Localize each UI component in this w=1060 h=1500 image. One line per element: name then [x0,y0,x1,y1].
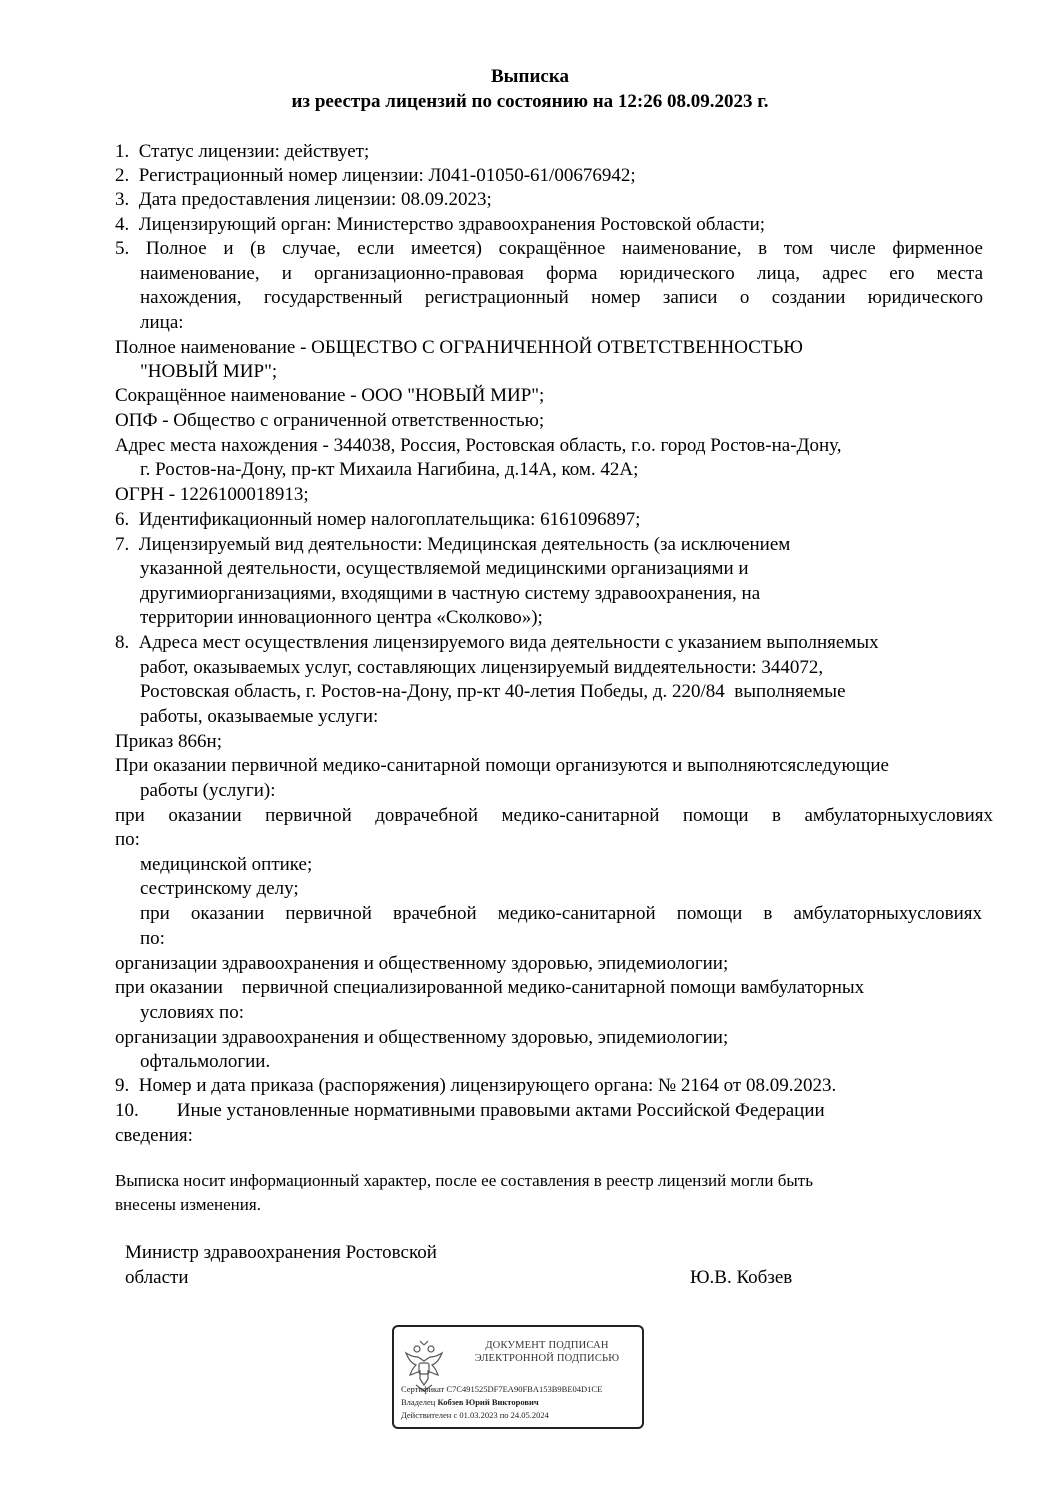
physician-care: при оказании первичной врачебной медико-санитарной помощи в амбулаторныхусловиях [140,903,982,924]
line-5-name-intro: 5. Полное и (в случае, если имеется) сокращённое наименование, в том числе фирменное [115,238,983,259]
address: Адрес места нахождения - 344038, Россия, Ростовская область, г.о. город Ростов-на-Дону, [115,435,842,456]
order-866n: Приказ 866н; [115,731,222,752]
service-optics: медицинской оптике; [140,854,313,875]
ogrn: ОГРН - 1226100018913; [115,484,309,505]
line-8-cont-1: работ, оказываемых услуг, составляющих лицензируемый виддеятельности: 344072, [140,657,824,678]
line-3-date: 3. Дата предоставления лицензии: 08.09.2023; [115,189,492,210]
line-8-cont-2: Ростовская область, г. Ростов-на-Дону, пр-кт 40-летия Победы, д. 220/84 выполняемые [140,681,846,702]
info-note-line-2: внесены изменения. [115,1195,261,1214]
line-7-cont-2: другимиорганизациями, входящими в частную систему здравоохранения, на [140,583,761,604]
full-name-cont: "НОВЫЙ МИР"; [140,361,278,382]
line-2-reg-number: 2. Регистрационный номер лицензии: Л041-01050-61/00676942; [115,165,636,186]
line-7-activity: 7. Лицензируемый вид деятельности: Медицинская деятельность (за исключением [115,534,791,555]
line-7-cont-3: территории инновационного центра «Сколково»); [140,607,543,628]
line-5-cont-1: наименование, и организационно-правовая форма юридического лица, адрес его места [140,263,983,284]
stamp-certificate: Сертификат C7C491525DF7EA90FBA153B9BE04D1CE [401,1384,603,1394]
line-7-cont-1: указанной деятельности, осуществляемой медицинскими организациями и [140,558,749,579]
primary-care-intro-cont: работы (услуги): [140,780,276,801]
physician-care-cont: по: [140,928,165,949]
legal-form: ОПФ - Общество с ограниченной ответственностью; [115,410,545,431]
line-1-status: 1. Статус лицензии: действует; [115,141,370,162]
full-name: Полное наименование - ОБЩЕСТВО С ОГРАНИЧЕННОЙ ОТВЕТСТВЕННОСТЬЮ [115,337,803,358]
signatory-name: Ю.В. Кобзев [690,1267,793,1288]
stamp-validity: Действителен с 01.03.2023 по 24.05.2024 [401,1410,549,1420]
line-5-cont-3: лица: [140,312,184,333]
line-6-inn: 6. Идентификационный номер налогоплательщика: 6161096897; [115,509,641,530]
service-nursing: сестринскому делу; [140,878,299,899]
stamp-heading-2: ЭЛЕКТРОННОЙ ПОДПИСЬЮ [474,1353,620,1364]
electronic-signature-stamp [392,1325,644,1429]
service-health-organization-1: организации здравоохранения и общественному здоровью, эпидемиологии; [115,953,729,974]
signatory-position-cont: области [125,1267,189,1288]
line-10-cont: сведения: [115,1125,193,1146]
specialized-care-cont: условиях по: [140,1002,244,1023]
stamp-owner: Владелец Кобзев Юрий Викторович [401,1397,539,1407]
address-cont: г. Ростов-на-Дону, пр-кт Михаила Нагибина, д.14А, ком. 42А; [140,459,639,480]
line-5-cont-2: нахождения, государственный регистрационный номер записи о создании юридического [140,287,983,308]
line-8-addresses: 8. Адреса мест осуществления лицензируемого вида деятельности с указанием выполняемых [115,632,879,653]
info-note-line-1: Выписка носит информационный характер, после ее составления в реестр лицензий могли быть [115,1171,813,1190]
signatory-position: Министр здравоохранения Ростовской [125,1242,437,1263]
pre-medical-care-cont: по: [115,829,140,850]
short-name: Сокращённое наименование - ООО "НОВЫЙ МИР"; [115,385,545,406]
stamp-heading-1: ДОКУМЕНТ ПОДПИСАН [485,1340,609,1351]
line-9-order: 9. Номер и дата приказа (распоряжения) лицензирующего органа: № 2164 от 08.09.2023. [115,1075,837,1096]
primary-care-intro: При оказании первичной медико-санитарной помощи организуются и выполняютсяследующие [115,755,889,776]
document-title: Выписка [491,66,569,87]
specialized-care: при оказании первичной специализированной медико-санитарной помощи вамбулаторных [115,977,865,998]
line-4-authority: 4. Лицензирующий орган: Министерство здравоохранения Ростовской области; [115,214,766,235]
service-ophthalmology: офтальмологии. [140,1051,271,1072]
line-8-cont-3: работы, оказываемые услуги: [140,706,379,727]
service-health-organization-2: организации здравоохранения и общественному здоровью, эпидемиологии; [115,1027,729,1048]
document-subtitle: из реестра лицензий по состоянию на 12:26 08.09.2023 г. [291,91,769,112]
line-10-other: 10. Иные установленные нормативными правовыми актами Российской Федерации [115,1100,825,1121]
pre-medical-care: при оказании первичной доврачебной медико-санитарной помощи в амбулаторныхусловиях [115,805,993,826]
